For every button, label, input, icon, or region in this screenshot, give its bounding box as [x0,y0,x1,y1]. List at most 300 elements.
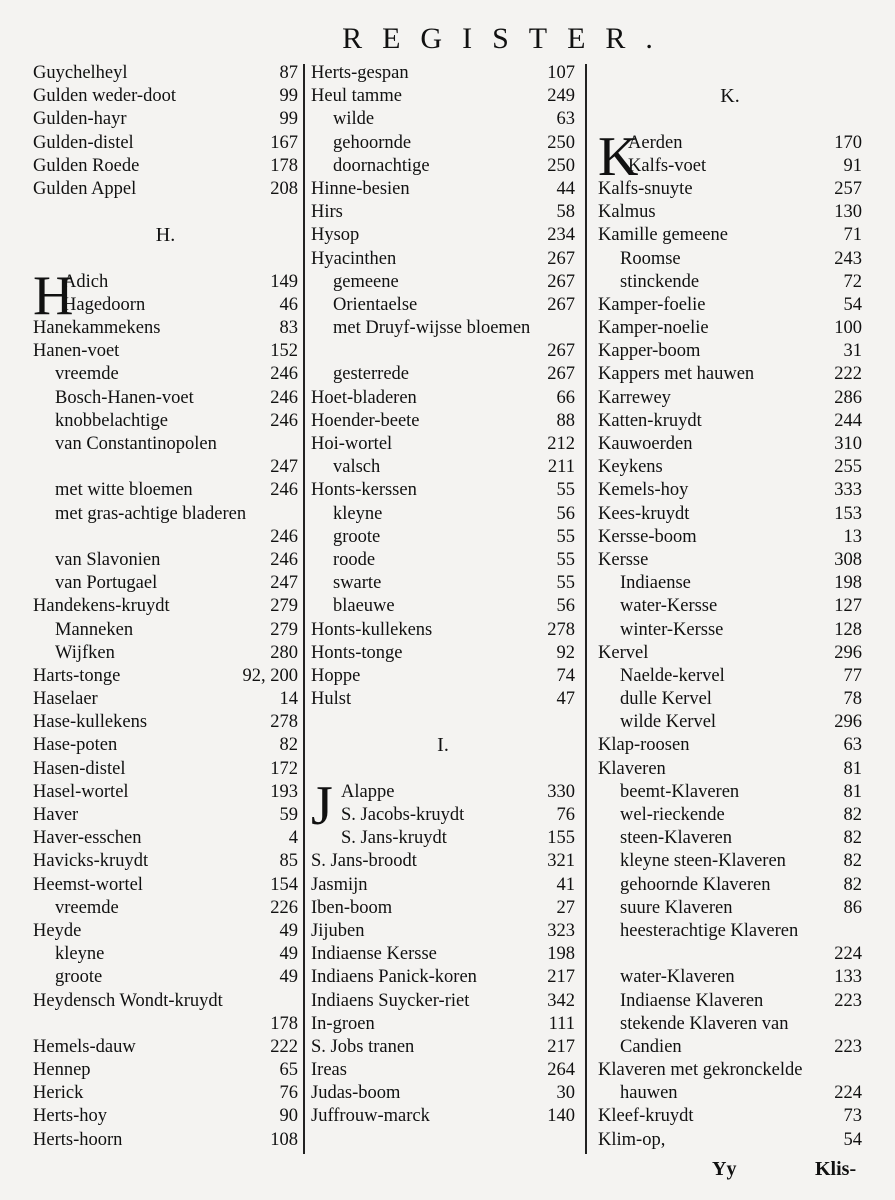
entry-term: kleyne [333,503,383,524]
index-entry [311,248,575,271]
page-number: 41 [556,874,575,895]
page-number: 279 [270,619,298,640]
entry-term: valsch [333,457,381,478]
entry-term: blaeuwe [333,596,395,617]
page-number: 66 [556,387,575,408]
index-entry [598,920,862,943]
page-number: 85 [279,851,298,872]
entry-term: groote [55,967,103,988]
entry-term: Heyde [33,920,82,941]
page-number: 154 [270,874,298,895]
entry-term: Hirs [311,202,343,223]
index-entry [311,850,575,873]
index-entry [311,966,575,989]
index-entry [598,201,862,224]
page-number: 71 [843,225,862,246]
entry-term: Haver [33,805,79,825]
index-entry [311,271,575,294]
page-number: 246 [270,387,298,408]
index-entry [598,642,862,665]
page-number: 267 [547,294,575,315]
index-entry [598,1036,862,1059]
index-entry [311,456,575,479]
entry-term: Heydensch Wondt-kruydt [33,990,223,1011]
index-entry [311,479,575,502]
index-entry [33,1105,298,1128]
index-entry [33,920,298,943]
entry-term: Gulden Appel [33,178,137,199]
entry-term: dulle Kervel [620,689,712,710]
entry-term: Gulden-hayr [33,109,127,130]
entry-term: winter-Kersse [620,619,724,640]
page-number: 76 [556,805,575,825]
entry-term: Hoet-bladeren [311,387,417,408]
entry-term: wel-rieckende [620,805,725,825]
page-number: 167 [270,132,298,153]
index-entry [311,549,575,572]
page-number: 223 [834,1036,862,1057]
index-entry [598,827,862,850]
entry-term: Keykens [598,457,663,478]
page-number: 13 [843,526,862,547]
entry-term: Herts-gespan [311,63,409,83]
page-number: 222 [270,1036,298,1057]
page-number: 247 [270,457,298,478]
entry-term: Herts-hoorn [33,1129,123,1150]
index-entry [598,897,862,920]
index-entry [598,665,862,688]
entry-term: Kappers met hauwen [598,364,755,385]
entry-term: Jasmijn [311,874,368,895]
page-number: 244 [834,410,862,431]
entry-term: wilde [333,109,375,130]
page-number: 49 [279,967,298,988]
page-number: 63 [843,735,862,756]
index-entry [598,758,862,781]
entry-term: Hemels-dauw [33,1036,136,1057]
entry-term: Harts-tonge [33,665,121,686]
entry-term: Manneken [55,619,134,640]
page-number: 217 [547,967,575,988]
entry-term: Kamille gemeene [598,225,728,246]
page-number: 308 [834,549,862,570]
entry-term: gemeene [333,271,399,292]
index-entry [311,990,575,1013]
index-entry [311,1059,575,1082]
page-number: 140 [547,1106,575,1127]
entry-term: stinckende [620,271,700,292]
page-number: 111 [548,1013,575,1034]
page-number: 323 [547,920,575,941]
page-number: 82 [843,851,862,872]
page-number: 267 [547,248,575,269]
entry-term: Kleef-kruydt [598,1106,694,1127]
page-number: 81 [843,781,862,802]
entry-term: Judas-boom [311,1083,401,1104]
page-number: 77 [843,665,862,686]
page-number: 257 [834,178,862,199]
page-number: 82 [843,805,862,825]
page-number: 224 [834,944,862,965]
index-entry [598,781,862,804]
entry-term: Katten-kruydt [598,410,702,431]
entry-term: wilde Kervel [620,712,717,733]
entry-term: roode [333,549,376,570]
index-entry [33,1013,298,1036]
entry-term: Aerden [628,132,683,153]
entry-term: Hanen-voet [33,341,120,362]
index-entry [311,433,575,456]
index-entry [311,665,575,688]
index-entry [311,132,575,155]
entry-term: Naelde-kervel [620,665,725,686]
entry-term: Hanekammekens [33,318,161,339]
index-entry [598,178,862,201]
page-number: 54 [843,1129,862,1150]
index-entry [598,572,862,595]
page-number: 55 [556,526,575,547]
index-entry [598,155,862,178]
index-entry [598,294,862,317]
page-number: 280 [270,642,298,663]
index-entry [598,317,862,340]
page-number: 198 [834,573,862,594]
index-entry [598,711,862,734]
index-entry [598,479,862,502]
page-number: 153 [834,503,862,524]
index-entry [33,850,298,873]
page-number: 172 [270,758,298,779]
index-entry [311,642,575,665]
entry-term: Honts-tonge [311,642,403,663]
index-entry [311,410,575,433]
index-entry [598,387,862,410]
index-entry [311,920,575,943]
index-entry [311,526,575,549]
page-number: 246 [270,480,298,501]
entry-term: steen-Klaveren [620,828,732,849]
index-entry [598,363,862,386]
entry-term: met Druyf-wijsse bloemen [333,318,531,339]
entry-term: Ireas [311,1060,347,1081]
index-entry [33,433,298,456]
entry-term: gehoornde [333,132,412,153]
page-number: 27 [556,897,575,918]
index-entry [311,688,575,711]
page-number: 217 [547,1036,575,1057]
page-title: REGISTER. [342,22,673,55]
index-entry [33,619,298,642]
page-number: 14 [279,689,298,710]
index-entry [598,549,862,572]
index-entry [33,711,298,734]
entry-term: Indiaens Panick-koren [311,967,477,988]
entry-term: suure Klaveren [620,897,733,918]
entry-term: water-Kersse [620,596,718,617]
entry-term: Jijuben [311,920,365,941]
entry-term: Kauwoerden [598,434,693,454]
page-number: 255 [834,457,862,478]
entry-term: Havicks-kruydt [33,851,149,872]
index-entry [598,456,862,479]
page-number: 49 [279,944,298,965]
entry-term: Hoppe [311,665,361,686]
page-number: 100 [834,318,862,339]
register-column-1 [33,62,298,1152]
entry-term: Herick [33,1083,84,1104]
section-heading [598,85,862,108]
section-heading [311,734,575,757]
page-number: 92, 200 [242,665,298,686]
index-entry [311,317,575,340]
entry-term: Handekens-kruydt [33,596,170,617]
column-divider [585,64,587,1154]
page-number: 249 [547,86,575,107]
entry-term: kleyne [55,944,105,965]
page-number: 65 [279,1060,298,1081]
entry-term: Kamper-foelie [598,294,706,315]
index-entry [33,132,298,155]
entry-term: Gulden-distel [33,132,134,153]
index-entry [33,363,298,386]
entry-term: Klaveren met gekronckelde [598,1060,803,1081]
index-entry [311,363,575,386]
index-entry [33,479,298,502]
page-number: 55 [556,573,575,594]
page-number: 296 [834,712,862,733]
entry-term: Hasen-distel [33,758,126,779]
entry-term: Hoender-beete [311,410,420,431]
page-number: 149 [270,271,298,292]
index-entry [33,178,298,201]
signature-mark: Yy [712,1158,737,1180]
entry-term: Wijfken [55,642,115,663]
page-number: 286 [834,387,862,408]
page-number: 224 [834,1083,862,1104]
page-number: 81 [843,758,862,779]
entry-term: Kalfs-voet [628,155,707,176]
index-entry [598,1105,862,1128]
index-entry [311,201,575,224]
index-entry [311,1013,575,1036]
index-entry [598,804,862,827]
entry-term: stekende Klaveren van [620,1013,789,1034]
entry-term: Gulden weder-doot [33,86,176,107]
index-entry [33,897,298,920]
page-number: 178 [270,155,298,176]
page-number: 243 [834,248,862,269]
blank-line [311,711,575,734]
page-number: 107 [547,63,575,83]
entry-term: van Portugael [55,573,158,594]
index-entry [33,108,298,131]
blank-line [311,758,575,781]
section-letter: K. [720,85,740,108]
index-entry [311,62,575,85]
index-entry [311,178,575,201]
entry-term: Adich [63,271,109,292]
entry-term: Klaveren [598,758,666,779]
entry-term: Herts-hoy [33,1106,107,1127]
page-number: 63 [556,109,575,130]
page-number: 267 [547,271,575,292]
index-entry [33,688,298,711]
index-entry [311,155,575,178]
index-entry [33,85,298,108]
page-number: 108 [270,1129,298,1150]
page-number: 83 [279,318,298,339]
page-number: 333 [834,480,862,501]
index-entry [33,317,298,340]
page-number: 46 [279,294,298,315]
page-number: 321 [547,851,575,872]
page-number: 250 [547,155,575,176]
index-entry [33,410,298,433]
index-entry [311,943,575,966]
index-entry [311,827,575,850]
index-entry [598,966,862,989]
index-entry [598,688,862,711]
entry-term: kleyne steen-Klaveren [620,851,786,872]
index-entry [598,943,862,966]
entry-term: Kalfs-snuyte [598,178,693,199]
page-number: 222 [834,364,862,385]
register-column-3 [598,62,862,1152]
index-entry [33,642,298,665]
index-entry [598,1059,862,1082]
page-number: 246 [270,526,298,547]
page-number: 279 [270,596,298,617]
entry-term: Klap-roosen [598,735,690,756]
page-number: 223 [834,990,862,1011]
entry-term: knobbelachtige [55,410,169,431]
index-entry [598,990,862,1013]
page-number: 31 [843,341,862,362]
entry-term: Hulst [311,689,352,710]
index-entry [598,850,862,873]
entry-term: Karrewey [598,387,671,408]
page-number: 90 [279,1106,298,1127]
page-number: 310 [834,434,862,454]
entry-term: Honts-kullekens [311,619,433,640]
drop-cap-initial: J [311,774,333,837]
page-number: 56 [556,503,575,524]
index-entry [311,572,575,595]
index-entry [598,1082,862,1105]
entry-term: S. Jobs tranen [311,1036,415,1057]
blank-line [33,201,298,224]
index-entry [33,526,298,549]
index-entry [311,804,575,827]
page-number: 4 [288,828,298,849]
index-entry [33,990,298,1013]
drop-cap-initial: K [598,125,639,188]
page-number: 133 [834,967,862,988]
page-number: 212 [547,434,575,454]
entry-term: Bosch-Hanen-voet [55,387,194,408]
page-number: 127 [834,596,862,617]
page-number: 193 [270,781,298,802]
column-divider [303,64,305,1154]
index-entry [33,827,298,850]
entry-term: Kapper-boom [598,341,701,362]
index-entry [598,248,862,271]
entry-term: Gulden Roede [33,155,140,176]
page-number: 47 [556,689,575,710]
index-entry [598,526,862,549]
index-entry [33,387,298,410]
entry-term: heesterachtige Klaveren [620,920,799,941]
index-entry [33,1129,298,1152]
entry-term: Indiaens Suycker-riet [311,990,470,1011]
index-entry [33,340,298,363]
index-entry [598,619,862,642]
entry-term: Kersse-boom [598,526,697,547]
page-number: 246 [270,364,298,385]
index-entry [33,503,298,526]
entry-term: Hase-poten [33,735,118,756]
index-entry [33,966,298,989]
entry-term: Hasel-wortel [33,781,129,802]
page-number: 82 [843,874,862,895]
entry-term: Honts-kerssen [311,480,417,501]
entry-term: Kemels-hoy [598,480,689,501]
index-entry [311,1036,575,1059]
index-entry [33,595,298,618]
page-number: 208 [270,178,298,199]
page-number: 73 [843,1106,862,1127]
entry-term: Hysop [311,225,360,246]
index-entry [598,1129,862,1152]
page-number: 226 [270,897,298,918]
page-number: 278 [270,712,298,733]
entry-term: Hoi-wortel [311,434,393,454]
page-number: 342 [547,990,575,1011]
page-number: 250 [547,132,575,153]
page-number: 234 [547,225,575,246]
entry-term: S. Jans-kruydt [341,828,447,849]
page-number: 49 [279,920,298,941]
page-number: 198 [547,944,575,965]
index-entry [33,665,298,688]
page-number: 44 [556,178,575,199]
page-number: 56 [556,596,575,617]
entry-term: S. Jacobs-kruydt [341,805,465,825]
page-number: 82 [279,735,298,756]
entry-term: Alappe [341,781,395,802]
index-entry [33,572,298,595]
section-heading [33,224,298,247]
page-number: 55 [556,549,575,570]
entry-term: vreemde [55,897,119,918]
page-number: 99 [279,109,298,130]
index-entry [311,224,575,247]
entry-term: Orientaelse [333,294,418,315]
index-entry [311,85,575,108]
page-number: 99 [279,86,298,107]
catchword: Klis- [815,1158,857,1180]
page-number: 88 [556,410,575,431]
entry-term: Indiaense [620,573,691,594]
page-number: 178 [270,1013,298,1034]
index-entry [598,734,862,757]
index-entry [311,1082,575,1105]
entry-term: Hennep [33,1060,91,1081]
index-entry [598,874,862,897]
entry-term: beemt-Klaveren [620,781,740,802]
entry-term: Hinne-besien [311,178,410,199]
page-number: 330 [547,781,575,802]
